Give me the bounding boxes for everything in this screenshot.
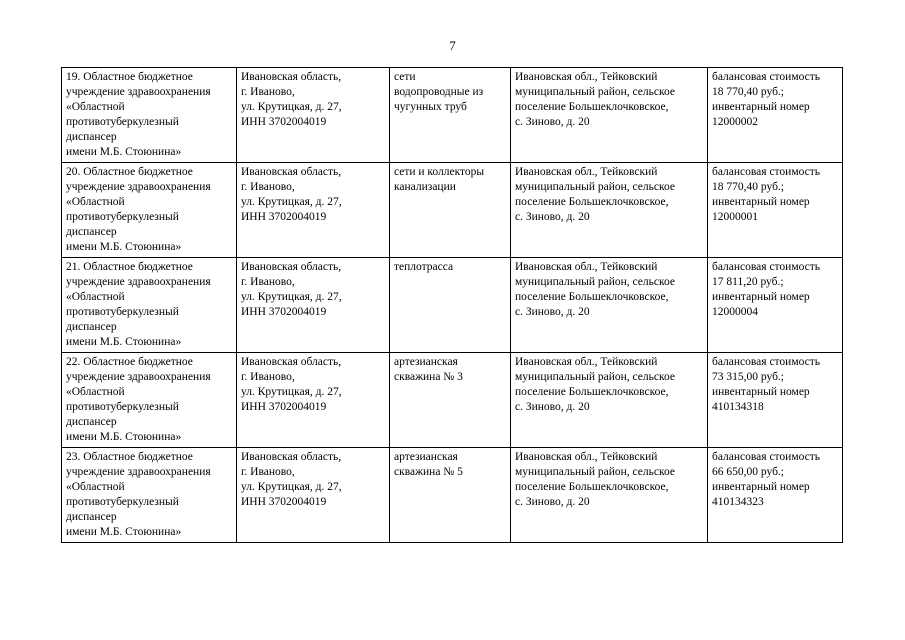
value-cell [708, 163, 843, 258]
object-line: теплотрасса [394, 261, 454, 273]
owner-line: учреждение здравоохранения [66, 371, 211, 383]
location-line: муниципальный район, сельское [515, 181, 675, 193]
object-line: скважина № 3 [394, 371, 463, 383]
value-line: 17 811,20 руб.; [712, 276, 784, 288]
owner-line: «Областной [66, 291, 125, 303]
owner-line: 22. Областное бюджетное [66, 356, 193, 368]
value-line: балансовая стоимость [712, 71, 821, 83]
owner-line: 20. Областное бюджетное [66, 166, 193, 178]
object-line: водопроводные из [394, 86, 484, 98]
owner-line: диспансер [66, 321, 117, 333]
address-line: ул. Крутицкая, д. 27, [241, 196, 342, 208]
owner-line: имени М.Б. Стоюнина» [66, 431, 182, 443]
owner-line: диспансер [66, 131, 117, 143]
address-line: ул. Крутицкая, д. 27, [241, 481, 342, 493]
value-cell [708, 258, 843, 353]
value-line: 12000001 [712, 211, 758, 223]
location-line: Ивановская обл., Тейковский [515, 71, 658, 83]
object-cell [390, 448, 511, 543]
location-line: поселение Большеклочковское, [515, 196, 669, 208]
location-line: с. Зиново, д. 20 [515, 306, 590, 318]
location-cell [511, 163, 708, 258]
table-row [62, 353, 843, 448]
owner-line: противотуберкулезный [66, 211, 179, 223]
address-line: г. Иваново, [241, 181, 295, 193]
address-line: Ивановская область, [241, 356, 342, 368]
owner-line: противотуберкулезный [66, 401, 179, 413]
owner-line: 21. Областное бюджетное [66, 261, 193, 273]
address-line: г. Иваново, [241, 371, 295, 383]
property-table-body [62, 68, 843, 543]
owner-line: имени М.Б. Стоюнина» [66, 146, 182, 158]
property-table [61, 67, 843, 543]
object-line: сети и коллекторы [394, 166, 485, 178]
location-line: с. Зиново, д. 20 [515, 496, 590, 508]
object-line: чугунных труб [394, 101, 467, 113]
table-row [62, 68, 843, 163]
owner-cell [62, 68, 237, 163]
location-line: с. Зиново, д. 20 [515, 116, 590, 128]
value-line: 18 770,40 руб.; [712, 86, 784, 98]
table-row [62, 448, 843, 543]
location-line: муниципальный район, сельское [515, 371, 675, 383]
address-line: Ивановская область, [241, 71, 342, 83]
owner-line: имени М.Б. Стоюнина» [66, 241, 182, 253]
value-line: инвентарный номер [712, 291, 810, 303]
value-line: инвентарный номер [712, 196, 810, 208]
owner-line: имени М.Б. Стоюнина» [66, 336, 182, 348]
owner-line: учреждение здравоохранения [66, 276, 211, 288]
owner-line: «Областной [66, 196, 125, 208]
owner-cell [62, 258, 237, 353]
value-line: балансовая стоимость [712, 166, 821, 178]
location-line: поселение Большеклочковское, [515, 386, 669, 398]
location-line: поселение Большеклочковское, [515, 481, 669, 493]
value-line: 66 650,00 руб.; [712, 466, 784, 478]
owner-cell [62, 448, 237, 543]
address-line: ИНН 3702004019 [241, 116, 327, 128]
address-line: ул. Крутицкая, д. 27, [241, 101, 342, 113]
address-cell [237, 258, 390, 353]
owner-line: «Областной [66, 101, 125, 113]
address-cell [237, 353, 390, 448]
table-row [62, 258, 843, 353]
address-line: ул. Крутицкая, д. 27, [241, 386, 342, 398]
address-cell [237, 163, 390, 258]
object-line: канализации [394, 181, 456, 193]
location-line: Ивановская обл., Тейковский [515, 261, 658, 273]
owner-line: 23. Областное бюджетное [66, 451, 193, 463]
owner-line: диспансер [66, 226, 117, 238]
owner-line: диспансер [66, 511, 117, 523]
value-line: инвентарный номер [712, 386, 810, 398]
value-line: 18 770,40 руб.; [712, 181, 784, 193]
location-cell [511, 353, 708, 448]
value-cell [708, 353, 843, 448]
location-line: Ивановская обл., Тейковский [515, 356, 658, 368]
owner-cell [62, 163, 237, 258]
object-cell [390, 258, 511, 353]
address-line: Ивановская область, [241, 166, 342, 178]
address-line: ИНН 3702004019 [241, 401, 327, 413]
address-cell [237, 448, 390, 543]
location-line: поселение Большеклочковское, [515, 101, 669, 113]
owner-cell [62, 353, 237, 448]
location-line: Ивановская обл., Тейковский [515, 166, 658, 178]
location-line: с. Зиново, д. 20 [515, 211, 590, 223]
address-line: ИНН 3702004019 [241, 496, 327, 508]
location-cell [511, 448, 708, 543]
owner-line: 19. Областное бюджетное [66, 71, 193, 83]
owner-line: учреждение здравоохранения [66, 466, 211, 478]
owner-line: диспансер [66, 416, 117, 428]
value-line: 410134323 [712, 496, 764, 508]
object-cell [390, 353, 511, 448]
location-line: с. Зиново, д. 20 [515, 401, 590, 413]
object-cell [390, 163, 511, 258]
location-line: муниципальный район, сельское [515, 86, 675, 98]
address-line: ул. Крутицкая, д. 27, [241, 291, 342, 303]
object-line: артезианская [394, 451, 458, 463]
address-line: Ивановская область, [241, 261, 342, 273]
owner-line: учреждение здравоохранения [66, 86, 211, 98]
value-line: балансовая стоимость [712, 261, 821, 273]
address-line: г. Иваново, [241, 86, 295, 98]
owner-line: учреждение здравоохранения [66, 181, 211, 193]
value-line: 410134318 [712, 401, 764, 413]
address-line: ИНН 3702004019 [241, 211, 327, 223]
value-line: 73 315,00 руб.; [712, 371, 784, 383]
value-cell [708, 68, 843, 163]
owner-line: противотуберкулезный [66, 116, 179, 128]
owner-line: противотуберкулезный [66, 496, 179, 508]
table-row [62, 163, 843, 258]
object-line: скважина № 5 [394, 466, 463, 478]
value-line: инвентарный номер [712, 101, 810, 113]
location-cell [511, 68, 708, 163]
value-cell [708, 448, 843, 543]
address-line: г. Иваново, [241, 466, 295, 478]
object-cell [390, 68, 511, 163]
location-cell [511, 258, 708, 353]
owner-line: имени М.Б. Стоюнина» [66, 526, 182, 538]
address-line: ИНН 3702004019 [241, 306, 327, 318]
value-line: 12000002 [712, 116, 758, 128]
location-line: муниципальный район, сельское [515, 276, 675, 288]
value-line: балансовая стоимость [712, 356, 821, 368]
value-line: 12000004 [712, 306, 758, 318]
address-line: Ивановская область, [241, 451, 342, 463]
owner-line: «Областной [66, 481, 125, 493]
address-cell [237, 68, 390, 163]
location-line: поселение Большеклочковское, [515, 291, 669, 303]
owner-line: «Областной [66, 386, 125, 398]
object-line: артезианская [394, 356, 458, 368]
page-number: 7 [449, 38, 456, 53]
value-line: балансовая стоимость [712, 451, 821, 463]
location-line: муниципальный район, сельское [515, 466, 675, 478]
location-line: Ивановская обл., Тейковский [515, 451, 658, 463]
owner-line: противотуберкулезный [66, 306, 179, 318]
object-line: сети [394, 71, 416, 83]
value-line: инвентарный номер [712, 481, 810, 493]
address-line: г. Иваново, [241, 276, 295, 288]
